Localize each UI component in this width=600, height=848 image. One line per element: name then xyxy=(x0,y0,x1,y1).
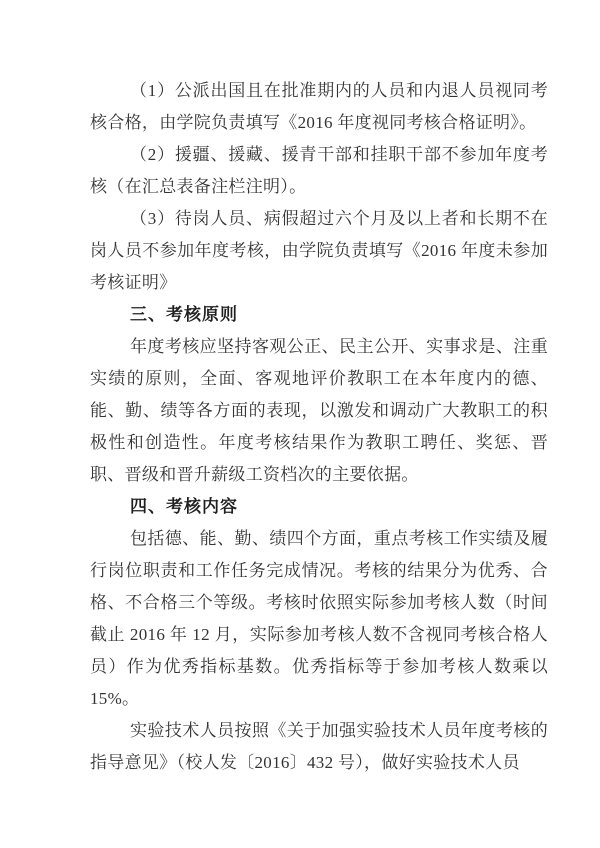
section-3-body-paragraph: 年度考核应坚持客观公正、民主公开、实事求是、注重实绩的原则，全面、客观地评价教职工在本年度内的德、能、勤、绩等各方面的表现，以激发和调动广大教职工的积极性和创造性。年度考核结果作为教职工聘任、奖惩、晋职、晋级和晋升薪级工资档次的主要依据。 xyxy=(90,337,548,484)
clause-3-paragraph: （3）待岗人员、病假超过六个月及以上者和长期不在岗人员不参加年度考核，由学院负责填写《2016 年度未参加考核证明》 xyxy=(90,209,548,292)
document-text-block xyxy=(90,75,548,779)
clause-1-paragraph: （1）公派出国且在批准期内的人员和内退人员视同考核合格，由学院负责填写《2016 年度视同考核合格证明》。 xyxy=(90,81,548,132)
section-4-continuation-paragraph: 实验技术人员按照《关于加强实验技术人员年度考核的指导意见》（校人发〔2016〕432 号），做好实验技术人员 xyxy=(90,721,548,772)
clause-2-paragraph: （2）援疆、援藏、援青干部和挂职干部不参加年度考核（在汇总表备注栏注明）。 xyxy=(90,145,548,196)
section-4-body-paragraph: 包括德、能、勤、绩四个方面，重点考核工作实绩及履行岗位职责和工作任务完成情况。考核的结果分为优秀、合格、不合格三个等级。考核时依照实际参加考核人数（时间截止 2016 年 12 月，实际参加考核人数不含视同考核合格人员）作为优秀指标基数。优秀指标等于参加考核人数乘以15%。 xyxy=(90,529,548,708)
section-3-heading: 三、考核原则 xyxy=(130,305,238,324)
section-4-heading: 四、考核内容 xyxy=(130,497,238,516)
